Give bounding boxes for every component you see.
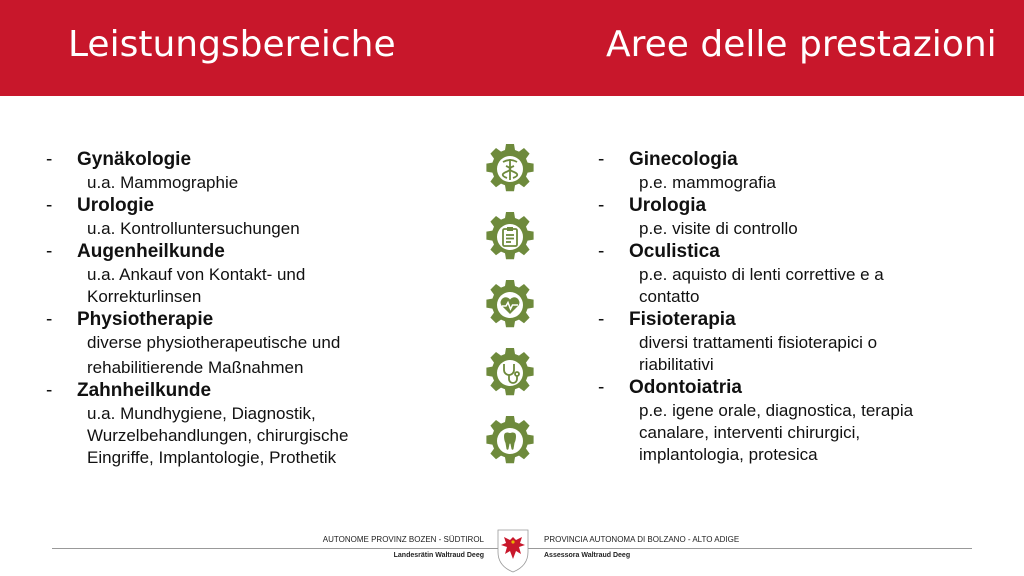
item-desc: Korrekturlinsen [87,287,202,306]
bullet-dash: - [46,149,53,170]
item-desc: diverse physiotherapeutische und [87,333,341,352]
bullet-dash: - [598,149,605,170]
tooth-gear-icon [483,414,537,468]
item-title: Urologie [77,195,155,216]
item-desc: u.a. Mundhygiene, Diagnostik, [87,404,316,423]
title-bar [0,0,1024,96]
list-item [598,148,998,194]
bullet-dash: - [46,241,53,262]
page-title-de: Leistungsbereiche [68,24,396,65]
bullet-dash: - [46,309,53,330]
caduceus-gear-icon [483,142,537,196]
list-item [46,379,456,469]
item-desc: riabilitativi [639,355,714,374]
bullet-dash: - [46,195,53,216]
item-desc: u.a. Kontrolluntersuchungen [87,219,300,238]
item-title: Odontoiatria [629,377,742,398]
item-title: Augenheilkunde [77,241,225,262]
item-title: Gynäkologie [77,149,192,170]
item-desc: implantologia, protesica [639,445,818,464]
services-list-it [598,148,998,466]
bullet-dash: - [598,377,605,398]
bullet-dash: - [46,380,53,401]
clipboard-gear-icon [483,210,537,264]
item-title: Ginecologia [629,149,738,170]
item-desc: p.e. igene orale, diagnostica, terapia [639,401,914,420]
list-item [46,308,456,379]
item-desc: canalare, interventi chirurgici, [639,423,861,442]
item-desc: p.e. mammografia [639,173,776,192]
list-item [598,194,998,240]
item-title: Zahnheilkunde [77,380,212,401]
item-desc: u.a. Mammographie [87,173,239,192]
list-item [46,194,456,240]
bullet-dash: - [598,309,605,330]
item-desc: diversi trattamenti fisioterapici o [639,333,878,352]
item-desc: rehabilitierende Maßnahmen [87,358,304,377]
coat-of-arms-logo [496,528,530,574]
item-title: Physiotherapie [77,309,214,330]
item-desc: u.a. Ankauf von Kontakt- und [87,265,306,284]
list-item [46,240,456,308]
list-item [598,240,998,308]
footer-person-de: Landesrätin Waltraud Deeg [393,552,484,559]
item-desc: Eingriffe, Implantologie, Prothetik [87,448,337,467]
services-list-de [46,148,456,469]
page-title-it: Aree delle prestazioni [606,24,997,65]
item-desc: p.e. aquisto di lenti correttive e a [639,265,884,284]
item-desc: contatto [639,287,700,306]
item-title: Oculistica [629,241,720,262]
list-item [46,148,456,194]
list-item [598,376,998,466]
heart-gear-icon [483,278,537,332]
list-item [598,308,998,376]
item-desc: Wurzelbehandlungen, chirurgische [87,426,349,445]
item-title: Urologia [629,195,707,216]
footer-org-de: AUTONOME PROVINZ BOZEN - SÜDTIROL [322,535,484,544]
stethoscope-gear-icon [483,346,537,400]
footer-org-it: PROVINCIA AUTONOMA DI BOLZANO - ALTO ADIGE [544,535,740,544]
footer-person-it: Assessora Waltraud Deeg [544,552,631,559]
item-desc: p.e. visite di controllo [639,219,798,238]
bullet-dash: - [598,195,605,216]
bullet-dash: - [598,241,605,262]
item-title: Fisioterapia [629,309,736,330]
